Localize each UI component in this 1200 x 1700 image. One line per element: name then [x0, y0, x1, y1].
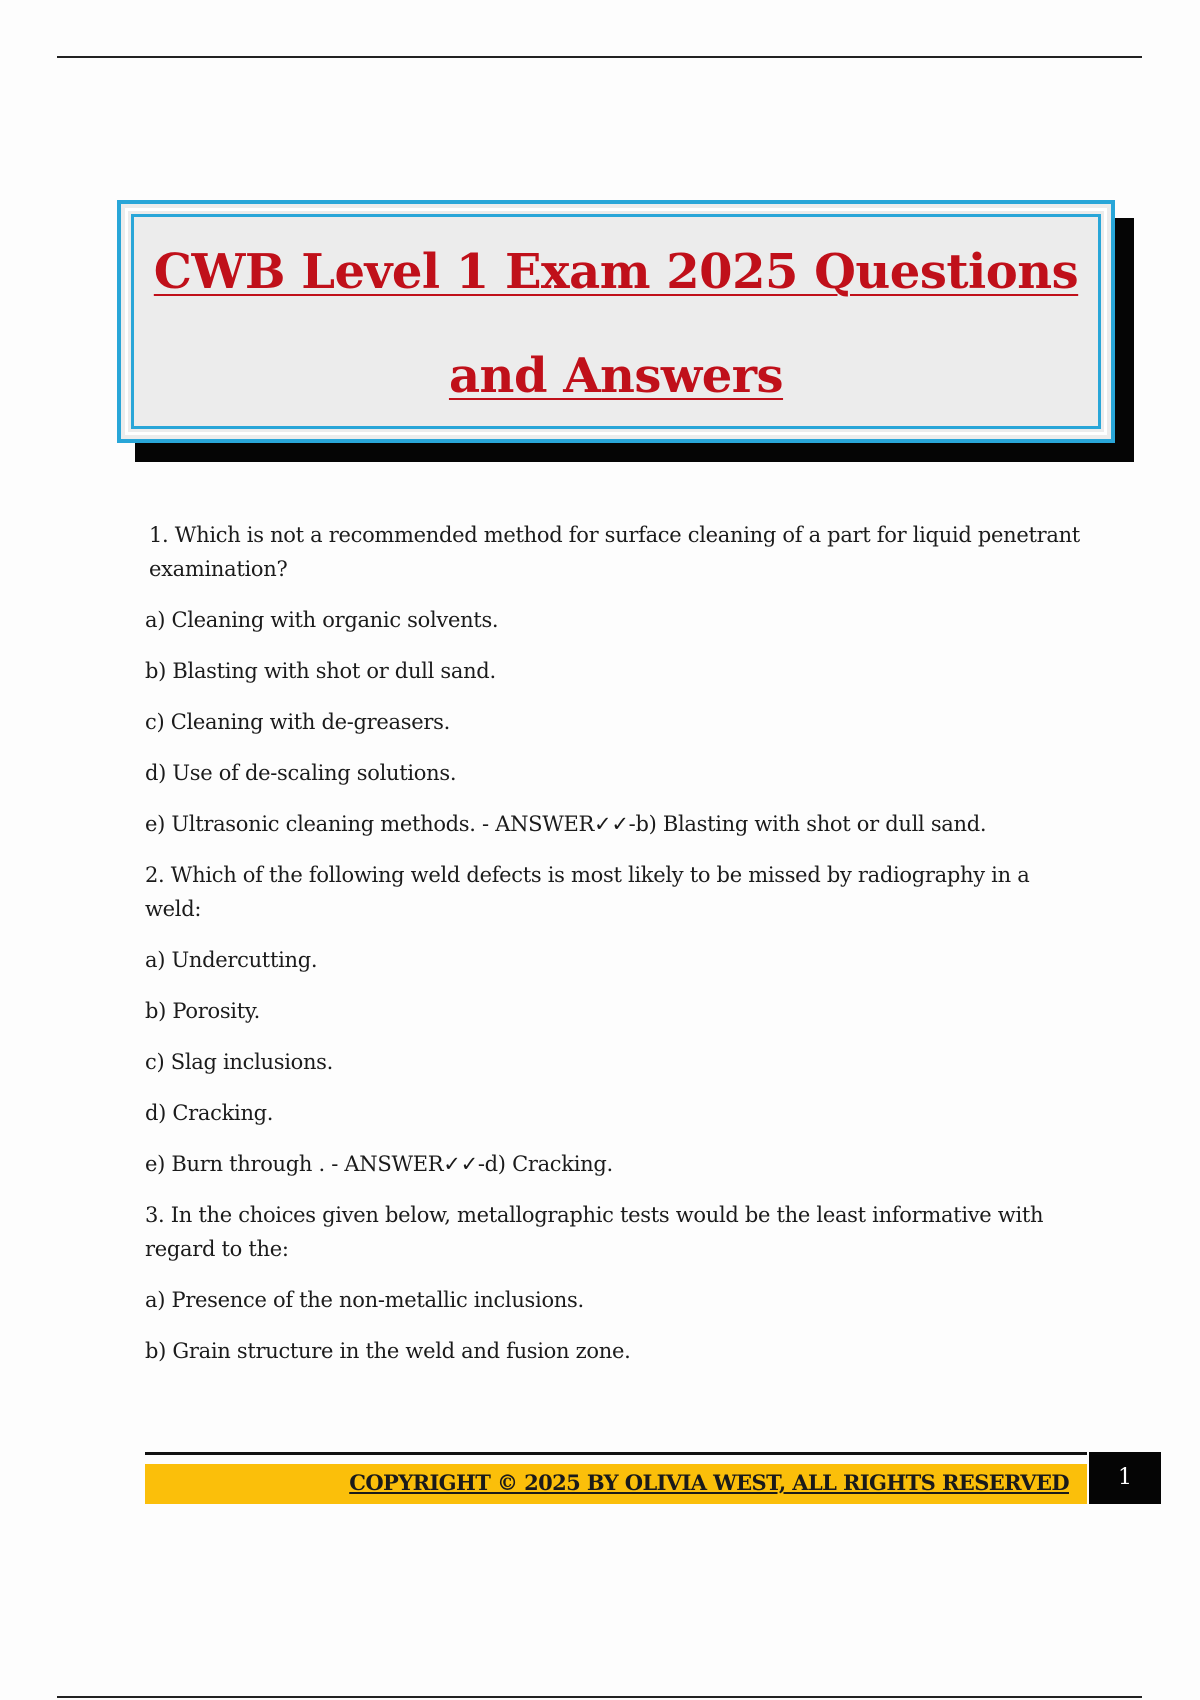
question-1-option-a: a) Cleaning with organic solvents. [145, 608, 499, 632]
copyright-text: COPYRIGHT © 2025 BY OLIVIA WEST, ALL RIGHTS RESERVED [349, 1470, 1069, 1495]
question-2-text: 2. Which of the following weld defects is most likely to be missed by radiography in a weld: [145, 863, 1030, 921]
title-line-1: CWB Level 1 Exam 2025 Questions [153, 244, 1079, 300]
question-1-option-e-answer: e) Ultrasonic cleaning methods. - ANSWER✓✓-b) Blasting with shot or dull sand. [145, 812, 987, 836]
footer-rule [145, 1452, 1087, 1455]
question-1-option-d: d) Use of de-scaling solutions. [145, 761, 457, 785]
footer-copyright-bar [145, 1464, 1087, 1504]
question-2-option-b: b) Porosity. [145, 999, 260, 1023]
bottom-rule [57, 1696, 1142, 1698]
question-1-option-c: c) Cleaning with de-greasers. [145, 710, 450, 734]
question-1-text: 1. Which is not a recommended method for surface cleaning of a part for liquid penetrant examination? [149, 523, 1080, 581]
page-number: 1 [1089, 1452, 1161, 1504]
question-2-option-d: d) Cracking. [145, 1101, 274, 1125]
top-rule [57, 56, 1142, 58]
question-3-option-b: b) Grain structure in the weld and fusion zone. [145, 1339, 631, 1363]
question-2-option-a: a) Undercutting. [145, 948, 318, 972]
question-2-option-e-answer: e) Burn through . - ANSWER✓✓-d) Cracking. [145, 1152, 613, 1176]
questions-content [145, 518, 1085, 1385]
title-box [117, 200, 1115, 443]
document-title [121, 220, 1111, 428]
question-2-option-c: c) Slag inclusions. [145, 1050, 334, 1074]
title-line-2: and Answers [448, 348, 784, 404]
question-3-text: 3. In the choices given below, metallographic tests would be the least informative with regard to the: [145, 1203, 1044, 1261]
question-3-option-a: a) Presence of the non-metallic inclusions. [145, 1288, 584, 1312]
question-1-option-b: b) Blasting with shot or dull sand. [145, 659, 496, 683]
